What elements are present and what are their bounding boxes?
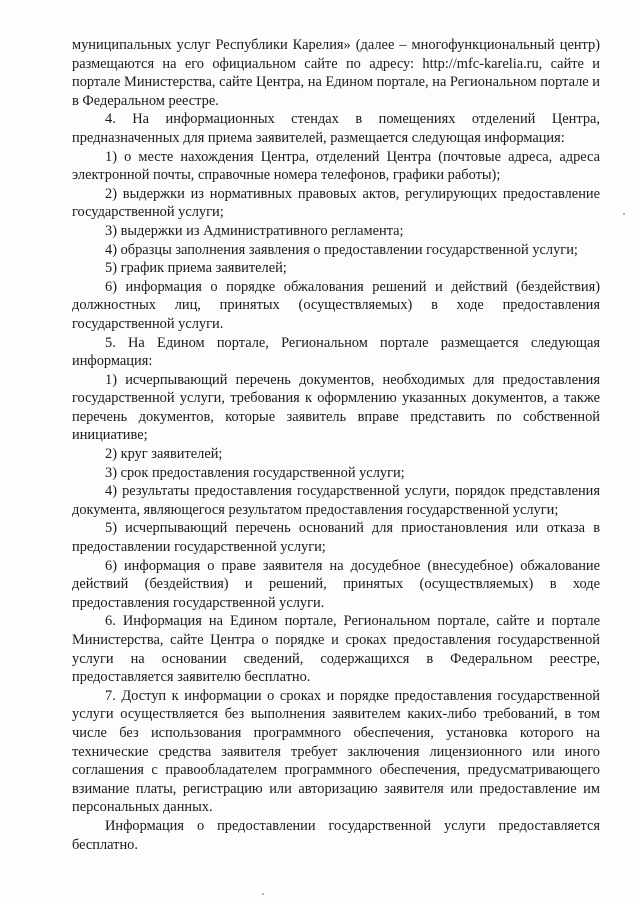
scan-speck <box>262 893 264 895</box>
list-item-4-2: 2) выдержки из нормативных правовых актов, регулирующих предоставление государственной услуги; <box>72 185 600 221</box>
list-item-4-1: 1) о месте нахождения Центра, отделений Центра (почтовые адреса, адреса электронной почты, справочные номера телефонов, графики работы); <box>72 148 600 184</box>
document-body <box>72 36 600 854</box>
list-item-5-1: 1) исчерпывающий перечень документов, необходимых для предоставления государственной услуги, требования к оформлению указанных документов, а также перечень документов, которые заявитель вправе представить по собственной инициативе; <box>72 371 600 444</box>
paragraph-section-7: 7. Доступ к информации о сроках и порядке предоставления государственной услуги осуществляется без выполнения заявителем каких-либо требований, в том числе без использования программного обеспечения, установка которого на технические средства заявителя требует заключения лицензионного или иного соглашения с правообладателем программного обеспечения, предусматривающего взимание платы, регистрацию или авторизацию заявителя или предоставление им персональных данных. <box>72 687 600 816</box>
paragraph-section-5: 5. На Едином портале, Региональном портале размещается следующая информация: <box>72 334 600 370</box>
paragraph-intro-continuation: муниципальных услуг Республики Карелия» (далее – многофункциональный центр) размещаются на его официальном сайте по адресу: http://mfc-karelia.ru, сайте и портале Министерства, сайте Центра, на Едином портале, на Региональном портале и в Федеральном реестре. <box>72 37 600 109</box>
list-item-4-6: 6) информация о порядке обжалования решений и действий (бездействия) должностных лиц, принятых (осуществляемых) в ходе предоставления государственной услуги. <box>72 278 600 332</box>
list-item-4-5: 5) график приема заявителей; <box>105 260 287 277</box>
list-item-4-3: 3) выдержки из Административного регламента; <box>105 222 404 239</box>
paragraph-free-of-charge: Информация о предоставлении государственной услуги предоставляется бесплатно. <box>72 817 600 853</box>
list-item-5-6: 6) информация о праве заявителя на досудебное (внесудебное) обжалование действий (бездействия) и решений, принятых (осуществляемых) в ходе предоставления государственной услуги. <box>72 557 600 611</box>
list-item-5-2: 2) круг заявителей; <box>105 446 223 463</box>
paragraph-section-4: 4. На информационных стендах в помещениях отделений Центра, предназначенных для приема заявителей, размещается следующая информация: <box>72 111 600 146</box>
scan-speck <box>623 213 625 215</box>
list-item-4-4: 4) образцы заполнения заявления о предоставлении государственной услуги; <box>105 241 578 258</box>
paragraph-section-6: 6. Информация на Едином портале, Региональном портале, сайте и портале Министерства, сайте Центра о порядке и сроках предоставления государственной услуги на основании сведений, содержащихся в Федеральном реестре, предоставляется заявителю бесплатно. <box>72 613 600 686</box>
list-item-5-4: 4) результаты предоставления государственной услуги, порядок представления документа, являющегося результатом предоставления государственной услуги; <box>72 483 600 518</box>
list-item-5-5: 5) исчерпывающий перечень оснований для приостановления или отказа в предоставлении государственной услуги; <box>72 520 600 556</box>
list-item-5-3: 3) срок предоставления государственной услуги; <box>105 464 405 481</box>
